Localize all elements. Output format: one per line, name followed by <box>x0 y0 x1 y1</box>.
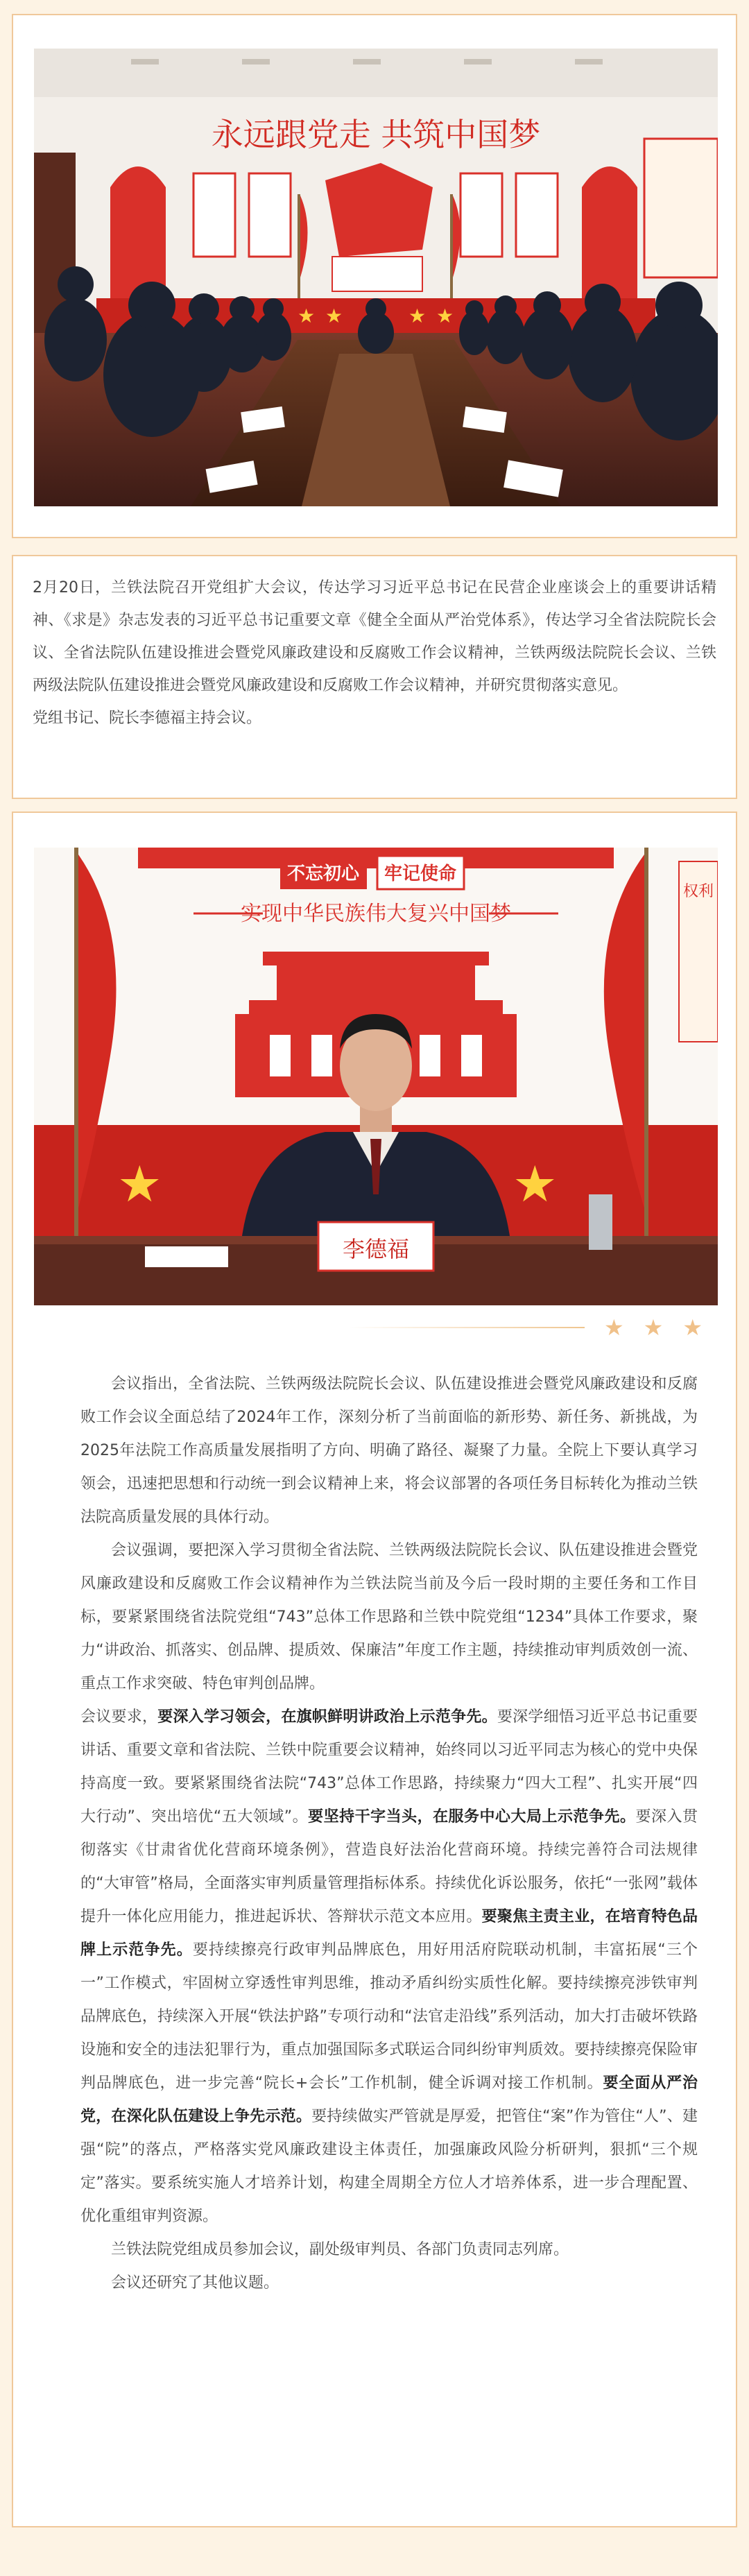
svg-text:★: ★ <box>117 1155 162 1213</box>
star-divider <box>349 1316 703 1339</box>
article-paragraph-1: 会议指出，全省法院、兰铁两级法院院长会议、队伍建设推进会暨党风廉政建设和反腐败工作会议全面总结了2024年工作，深刻分析了当前面临的新形势、新任务、新挑战，为2025年法院工作高质量发展指明了方向、明确了路径、凝聚了力量。全院上下要认真学习领会，迅速把思想和行动统一到会议精神上来，将会议部署的各项任务目标转化为推动兰铁法院高质量发展的具体行动。 <box>80 1375 698 1526</box>
svg-text:★: ★ <box>513 1155 558 1213</box>
intro-text <box>13 572 736 735</box>
p3-highlight-1: 要深入学习领会，在旗帜鲜明讲政治上示范争先。 <box>157 1708 497 1726</box>
photo-tag-1: 不忘初心 <box>286 864 360 884</box>
svg-text:★: ★ <box>408 304 427 327</box>
photo-slogan: 实现中华民族伟大复兴中国梦 <box>241 902 511 926</box>
p3-lead: 会议要求， <box>80 1708 158 1726</box>
article-paragraph-5: 会议还研究了其他议题。 <box>111 2274 279 2292</box>
intro-paragraph: 2月20日，兰铁法院召开党组扩大会议，传达学习习近平总书记在民营企业座谈会上的重要讲话精神、《求是》杂志发表的习近平总书记重要文章《健全全面从严治党体系》，传达学习全省法院院长会议、全省法院队伍建设推进会暨党风廉政建设和反腐败工作会议精神，兰铁两级法院院长会议、兰铁两级法院队伍建设推进会暨党风廉政建设和反腐败工作会议精神，并研究贯彻落实意见。 <box>33 579 716 694</box>
photo-frame-1 <box>12 14 737 538</box>
article-body <box>80 1368 698 2300</box>
article-paragraph-4: 兰铁法院党组成员参加会议，副处级审判员、各部门负责同志列席。 <box>111 2241 569 2258</box>
svg-text:★: ★ <box>436 304 454 327</box>
meeting-room-photo <box>34 49 718 506</box>
p3-highlight-4: 要全面从严治党，在深化队伍建设上争先示范。 <box>80 2075 698 2125</box>
star-icon: ★ <box>682 1314 703 1341</box>
photo-nameplate: 李德福 <box>342 1236 410 1262</box>
p3-text-2: 要深入贯彻落实《甘肃省优化营商环境条例》，营造良好法治化营商环境。持续完善符合司法规律的“大审管”格局，全面落实审判质量管理指标体系。持续优化诉讼服务，依托“一张网”载体提升一体化应用能力，推进起诉状、答辩状示范文本应用。 <box>80 1808 698 1925</box>
p3-text-1: 要深学细悟习近平总书记重要讲话、重要文章和省法院、兰铁中院重要会议精神，始终同以习近平同志为核心的党中央保持高度一致。要紧紧围绕省法院“743”总体工作思路，持续聚力“四大工程”、扎实开展“四大行动”、突出培优“五大领域”。 <box>80 1708 698 1826</box>
intro-frame <box>12 555 737 799</box>
photo-side-text: 权利 <box>682 883 714 900</box>
photo-banner-text: 永远跟党走 共筑中国梦 <box>211 116 541 153</box>
p3-highlight-3: 要聚焦主责主业，在培育特色品牌上示范争先。 <box>80 1908 698 1959</box>
svg-text:★: ★ <box>325 304 343 327</box>
article-paragraph-3 <box>80 1701 698 2233</box>
divider-line <box>349 1327 585 1328</box>
star-icon: ★ <box>643 1314 664 1341</box>
photo-tag-2: 牢记使命 <box>384 864 457 884</box>
p3-highlight-2: 要坚持干字当头，在服务中心大局上示范争先。 <box>308 1808 636 1826</box>
article-paragraph-2: 会议强调，要把深入学习贯彻全省法院、兰铁两级法院院长会议、队伍建设推进会暨党风廉政建设和反腐败工作会议精神作为兰铁法院当前及今后一段时期的主要任务和工作目标，要紧紧围绕省法院党组“743”总体工作思路和兰铁中院党组“1234”具体工作要求，聚力“讲政治、抓落实、创品牌、提质效、保廉洁”年度工作主题，持续推动审判质效创一流、重点工作求突破、特色审判创品牌。 <box>80 1542 698 1692</box>
presider-illustration <box>34 848 718 1305</box>
p3-text-4: 要持续做实严管就是厚爱，把管住“案”作为管住“人”、建强“院”的落点，严格落实党风廉政建设主体责任，加强廉政风险分析研判，狠抓“三个规定”落实。要系统实施人才培养计划，构建全周期全方位人才培养体系，进一步合理配置、优化重组审判资源。 <box>80 2108 698 2225</box>
intro-host-line: 党组书记、院长李德福主持会议。 <box>33 710 262 727</box>
p3-text-3: 要持续擦亮行政审判品牌底色，用好用活府院联动机制，丰富拓展“三个一”工作模式，牢固树立穿透性审判思维，推动矛盾纠纷实质性化解。要持续擦亮涉铁审判品牌底色，持续深入开展“铁法护路”专项行动和“法官走沿线”系列活动，加大打击破坏铁路设施和安全的违法犯罪行为，重点加强国际多式联运合同纠纷审判质效。要持续擦亮保险审判品牌底色，进一步完善“院长+会长”工作机制，健全诉调对接工作机制。 <box>80 1941 698 2092</box>
meeting-room-illustration <box>34 49 718 506</box>
svg-text:★: ★ <box>298 304 316 327</box>
article-frame <box>12 812 737 2527</box>
star-icon: ★ <box>603 1314 624 1341</box>
presider-photo <box>34 848 718 1305</box>
